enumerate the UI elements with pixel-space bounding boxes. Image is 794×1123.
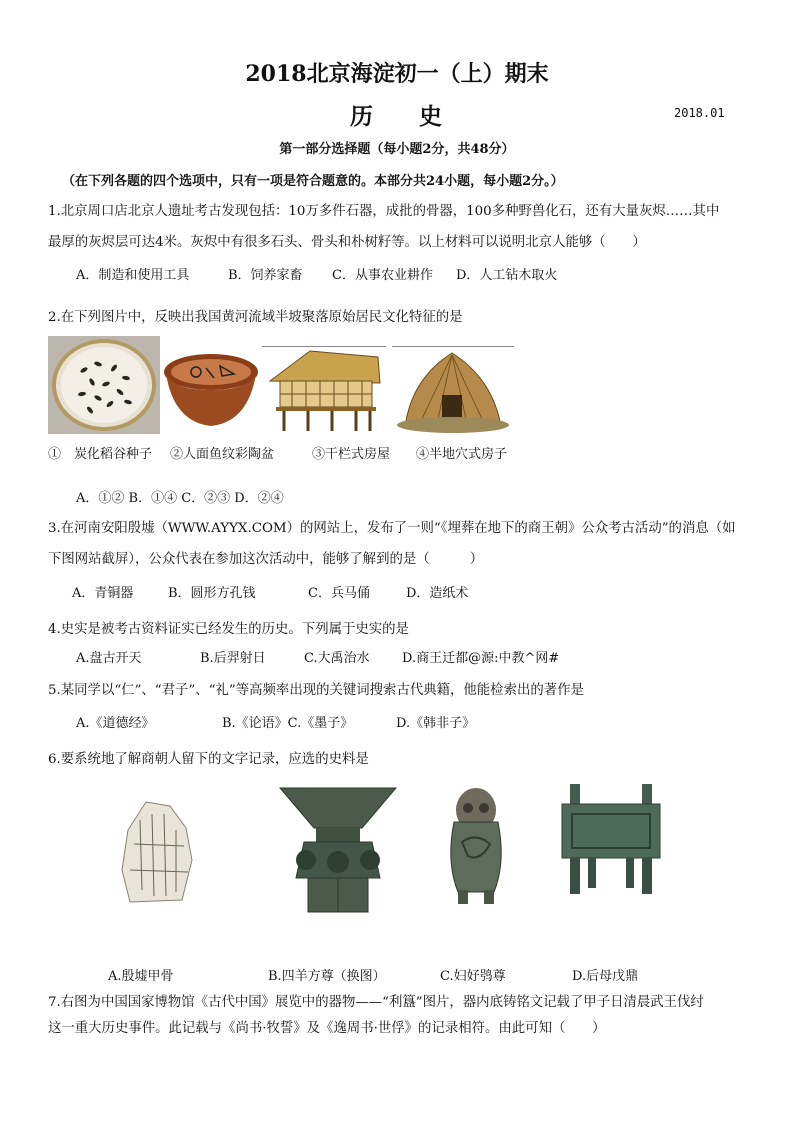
four-ram-zun-image bbox=[276, 784, 400, 918]
rice-seeds-image bbox=[48, 336, 160, 434]
q6-caption-d: D.后母戊鼎 bbox=[572, 969, 639, 984]
q1-stem-line1: 1.北京周口店北京人遗址考古发现包括：10万多件石器，成批的骨器，100多种野兽化石，还有大量灰烬……其中 bbox=[48, 204, 720, 219]
exam-date: 2018.01 bbox=[674, 106, 725, 120]
part1-instructions: （在下列各题的四个选项中，只有一项是符合题意的。本部分共24小题，每小题2分。） bbox=[62, 174, 564, 189]
part1-title: 第一部分选择题（每小题2分，共48分） bbox=[279, 142, 515, 157]
q4-option-d: D.商王迁都@源:中教^网# bbox=[402, 651, 560, 666]
q1-option-a: A．制造和使用工具 bbox=[76, 268, 190, 283]
q3-options bbox=[72, 582, 468, 601]
q6-caption-a: A.殷墟甲骨 bbox=[108, 969, 174, 984]
q7-stem-line1: 7.右图为中国国家博物馆《古代中国》展览中的器物——“利簋”图片，器内底铸铭文记载了甲子日清晨武王伐纣 bbox=[48, 995, 704, 1010]
subject-char-1: 历 bbox=[350, 103, 375, 130]
q2-stem: 2.在下列图片中，反映出我国黄河流域半坡聚落原始居民文化特征的是 bbox=[48, 310, 463, 325]
q4-option-a: A.盘古开天 bbox=[76, 651, 142, 666]
q6-stem: 6.要系统地了解商朝人留下的文字记录，应选的史料是 bbox=[48, 752, 369, 767]
q2-caption-4: ④半地穴式房子 bbox=[416, 447, 508, 462]
houmuwu-ding-image bbox=[558, 782, 664, 896]
pottery-basin-image bbox=[162, 344, 260, 434]
q7-stem-line2: 这一重大历史事件。此记载与《尚书·牧誓》及《逸周书·世俘》的记录相符。由此可知（ ） bbox=[48, 1021, 606, 1036]
q3-option-a: A．青铜器 bbox=[72, 586, 134, 601]
q2-caption-1: ① 炭化稻谷种子 bbox=[48, 447, 153, 462]
q2-caption-3: ③干栏式房屋 bbox=[312, 447, 391, 462]
q4-options bbox=[76, 647, 559, 666]
q2-options: A．①② B．①④ C．②③ D．②④ bbox=[76, 491, 284, 506]
q6-caption-c: C.妇好鸮尊 bbox=[440, 969, 506, 984]
q1-options bbox=[76, 264, 557, 283]
exam-title: 2018北京海淀初一（上）期末 bbox=[245, 61, 549, 87]
q1-option-d: D．人工钻木取火 bbox=[456, 268, 558, 283]
stilt-house-image bbox=[262, 346, 386, 435]
q5-option-a: A.《道德经》 bbox=[76, 716, 155, 731]
q1-option-b: B．饲养家畜 bbox=[228, 268, 303, 283]
q5-options bbox=[76, 712, 475, 731]
q1-stem-line2: 最厚的灰烬层可达4米。灰烬中有很多石头、骨头和朴树籽等。以上材料可以说明北京人能够（ ） bbox=[48, 235, 646, 250]
q4-stem: 4.史实是被考古资料证实已经发生的历史。下列属于史实的是 bbox=[48, 622, 409, 637]
owl-zun-image bbox=[440, 782, 512, 906]
q2-caption-2: ②人面鱼纹彩陶盆 bbox=[170, 447, 275, 462]
q3-option-b: B．圆形方孔钱 bbox=[168, 586, 256, 601]
q5-stem: 5.某同学以“仁”、“君子”、“礼”等高频率出现的关键词搜索古代典籍，他能检索出的著作是 bbox=[48, 683, 584, 698]
q5-option-bc: B.《论语》C.《墨子》 bbox=[222, 716, 354, 731]
q3-stem-line1: 3.在河南安阳殷墟（WWW.AYYX.COM）的网站上，发布了一则“《埋葬在地下的商王朝》公众考古活动”的消息（如 bbox=[48, 521, 736, 536]
q3-stem-line2: 下图网站截屏），公众代表在参加这次活动中，能够了解到的是（ ） bbox=[48, 552, 484, 567]
q6-caption-b: B.四羊方尊（换图） bbox=[268, 969, 386, 984]
q5-option-d: D.《韩非子》 bbox=[396, 716, 476, 731]
oracle-bone-image bbox=[116, 800, 198, 904]
q3-option-d: D．造纸术 bbox=[406, 586, 469, 601]
q4-option-c: C.大禹治水 bbox=[304, 651, 370, 666]
q1-option-c: C．从事农业耕作 bbox=[332, 268, 433, 283]
subject-char-2: 史 bbox=[419, 103, 444, 130]
pit-house-image bbox=[392, 346, 514, 435]
q3-option-c: C．兵马俑 bbox=[308, 586, 370, 601]
q4-option-b: B.后羿射日 bbox=[200, 651, 266, 666]
